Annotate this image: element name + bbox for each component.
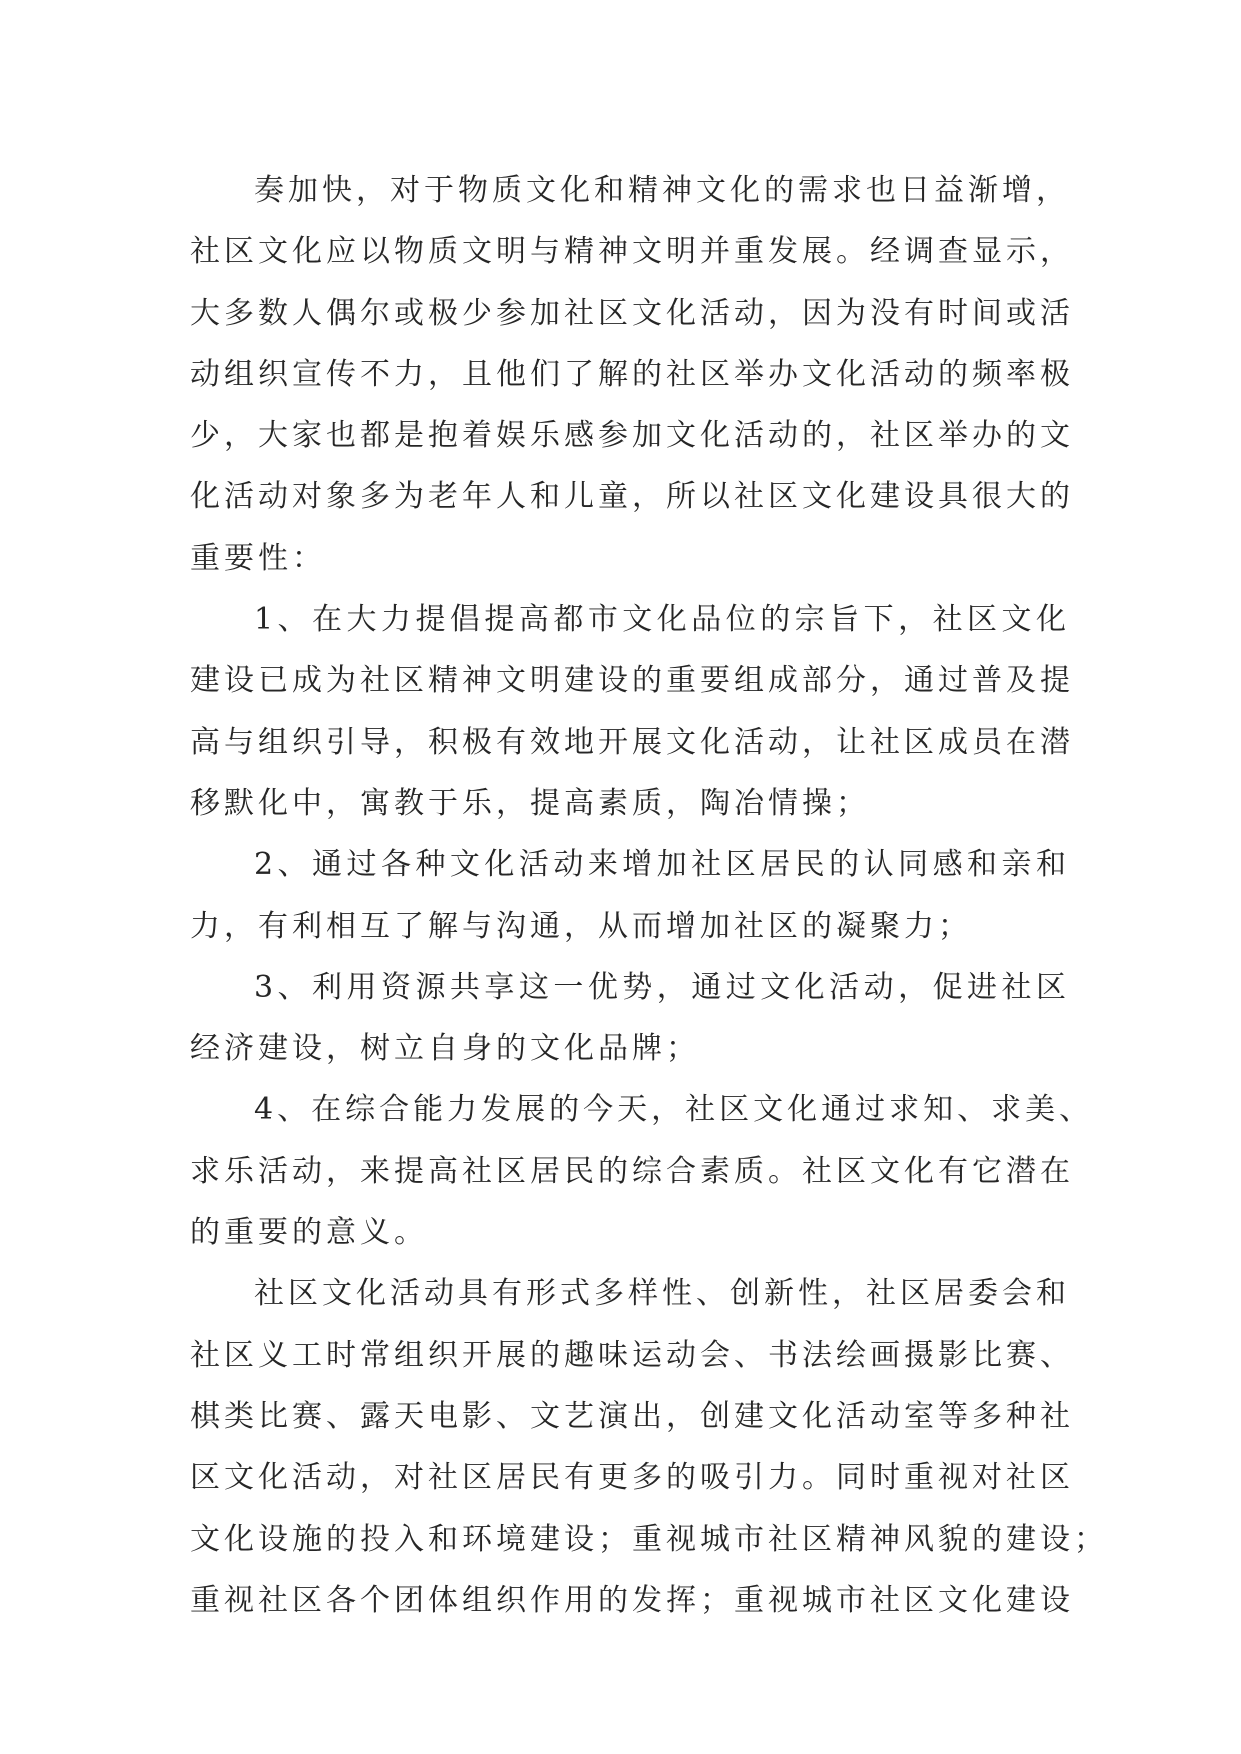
text-line: 4、在综合能力发展的今天，社区文化通过求知、求美、 bbox=[254, 1092, 1094, 1128]
text-line: 社区文化应以物质文明与精神文明并重发展。经调查显示， bbox=[190, 234, 1074, 270]
text-line: 少，大家也都是抱着娱乐感参加文化活动的，社区举办的文 bbox=[190, 418, 1074, 454]
text-line: 2、通过各种文化活动来增加社区居民的认同感和亲和 bbox=[254, 847, 1070, 883]
text-line: 文化设施的投入和环境建设；重视城市社区精神风貌的建设； bbox=[190, 1521, 1108, 1557]
text-line: 重要性： bbox=[190, 540, 326, 576]
text-line: 社区义工时常组织开展的趣味运动会、书法绘画摄影比赛、 bbox=[190, 1337, 1074, 1373]
text-line: 1、在大力提倡提高都市文化品位的宗旨下，社区文化 bbox=[254, 602, 1070, 638]
text-line: 化活动对象多为老年人和儿童，所以社区文化建设具很大的 bbox=[190, 479, 1074, 515]
text-line: 高与组织引导，积极有效地开展文化活动，让社区成员在潜 bbox=[190, 724, 1074, 760]
text-line: 重视社区各个团体组织作用的发挥；重视城市社区文化建设 bbox=[190, 1582, 1074, 1618]
text-line: 奏加快，对于物质文化和精神文化的需求也日益渐增， bbox=[254, 173, 1070, 208]
text-line: 3、利用资源共享这一优势，通过文化活动，促进社区 bbox=[254, 969, 1070, 1005]
text-line: 区文化活动，对社区居民有更多的吸引力。同时重视对社区 bbox=[190, 1460, 1074, 1496]
body-text bbox=[190, 160, 1108, 1631]
text-line: 的重要的意义。 bbox=[190, 1215, 428, 1251]
text-line: 棋类比赛、露天电影、文艺演出，创建文化活动室等多种社 bbox=[190, 1398, 1074, 1434]
text-line: 建设已成为社区精神文明建设的重要组成部分，通过普及提 bbox=[190, 663, 1074, 699]
text-line: 大多数人偶尔或极少参加社区文化活动，因为没有时间或活 bbox=[190, 295, 1074, 331]
text-line: 移默化中，寓教于乐，提高素质，陶冶情操； bbox=[190, 785, 870, 821]
text-line: 求乐活动，来提高社区居民的综合素质。社区文化有它潜在 bbox=[190, 1153, 1074, 1189]
text-line: 经济建设，树立自身的文化品牌； bbox=[190, 1031, 700, 1067]
text-line: 社区文化活动具有形式多样性、创新性，社区居委会和 bbox=[254, 1276, 1070, 1312]
text-line: 力，有利相互了解与沟通，从而增加社区的凝聚力； bbox=[190, 908, 972, 944]
text-line: 动组织宣传不力，且他们了解的社区举办文化活动的频率极 bbox=[190, 356, 1074, 392]
